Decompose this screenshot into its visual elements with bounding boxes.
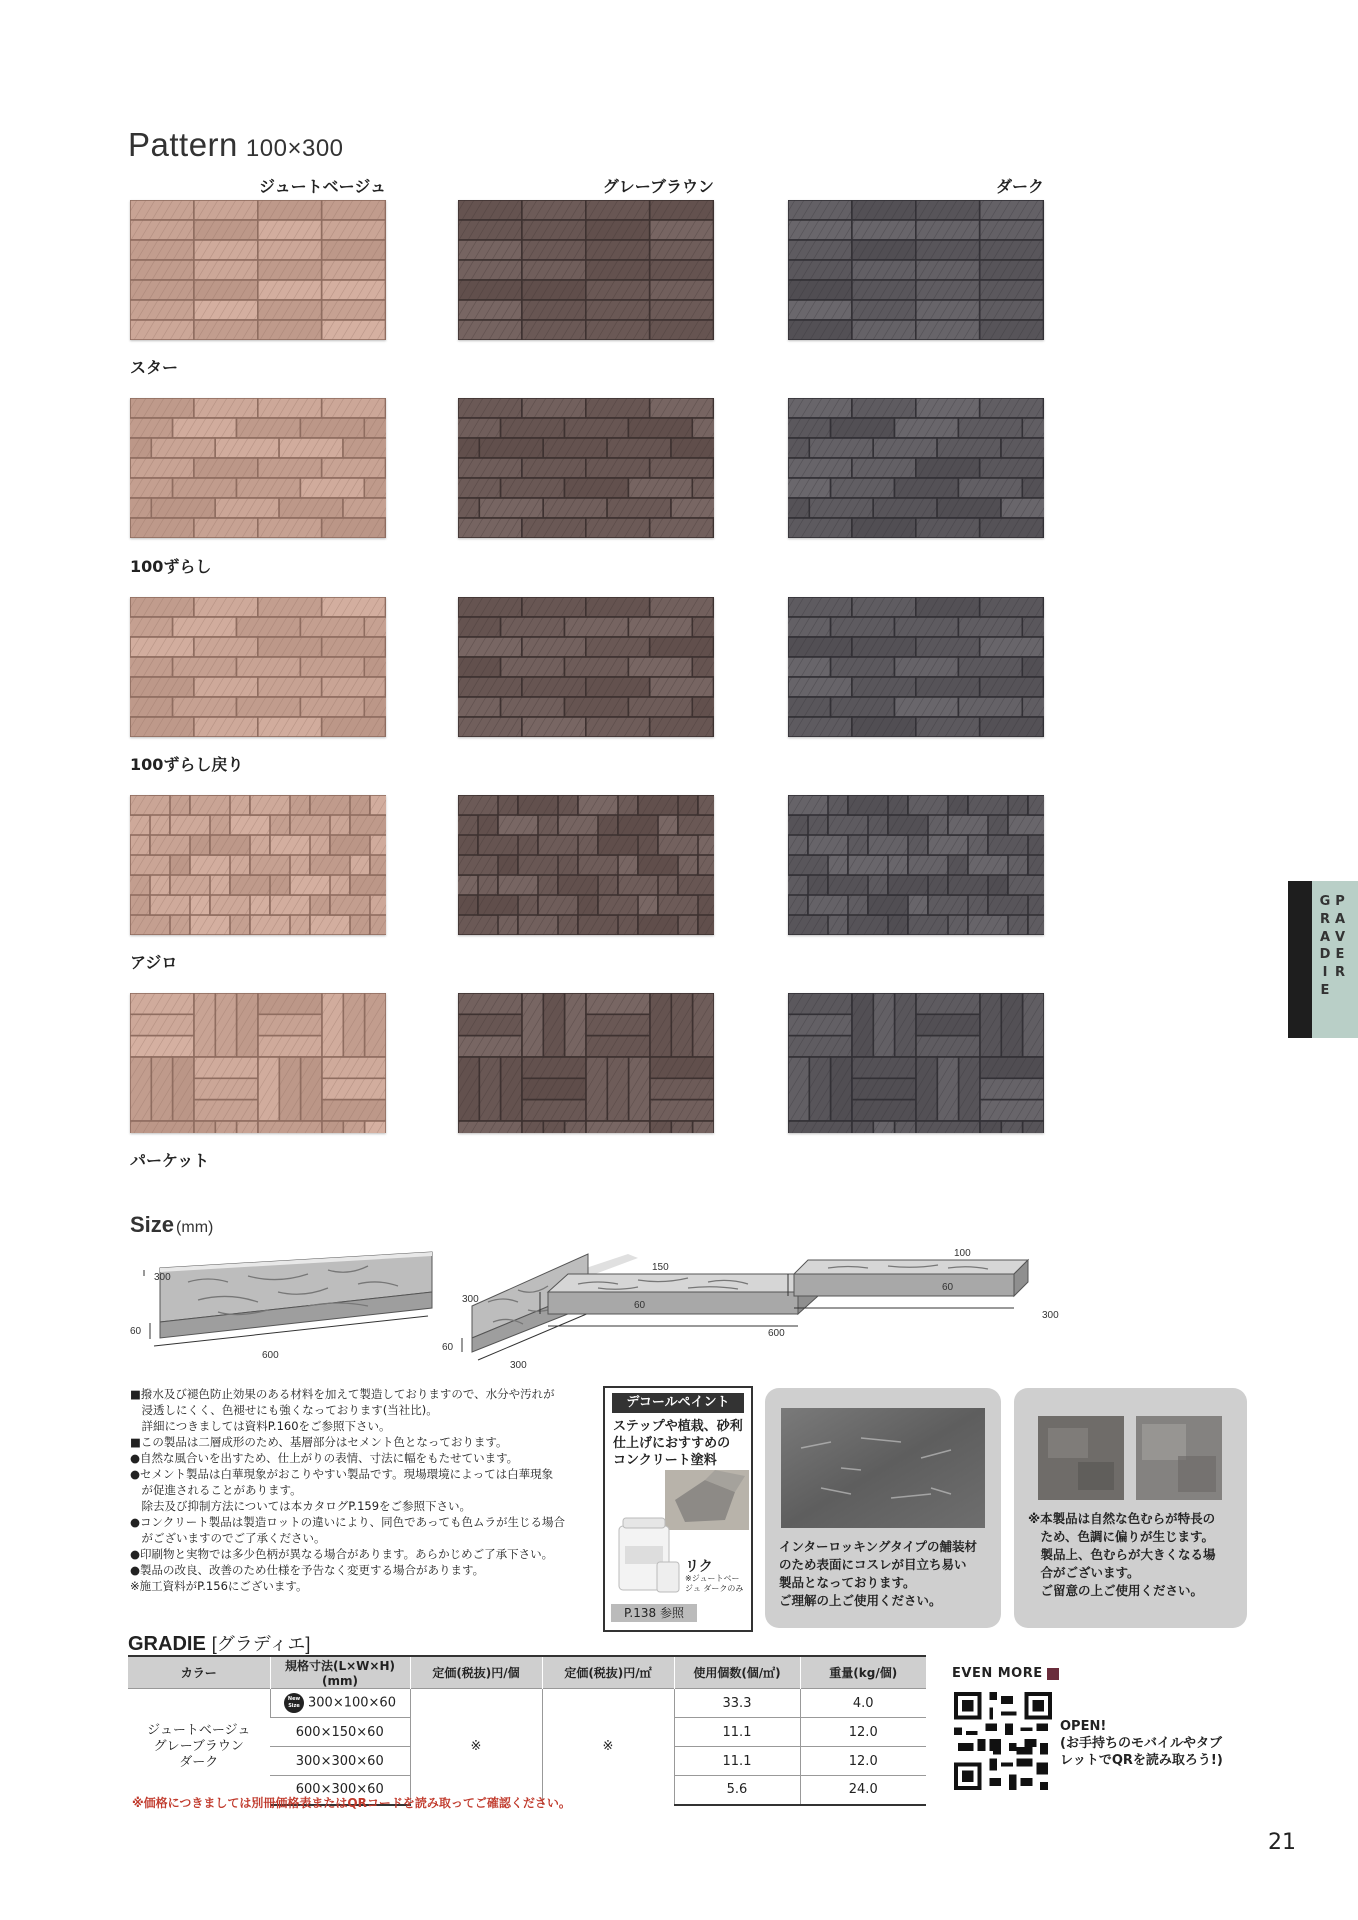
size-label-w3: 600 xyxy=(768,1328,785,1339)
pattern-swatch-stack-2 xyxy=(458,200,714,340)
paint-can-icon xyxy=(613,1516,683,1600)
pattern-swatch-offset-2 xyxy=(458,398,714,538)
pattern-swatch-offset-back-1 xyxy=(130,597,386,737)
note-line: ●セメント製品は白華現象がおこりやすい製品です。現場環境によっては白華現象 xyxy=(130,1467,554,1481)
size-diagrams xyxy=(128,1240,1168,1370)
pattern-swatch-offset-3 xyxy=(788,398,1044,538)
size-label-d1: 300 xyxy=(154,1272,171,1283)
side-index-tab xyxy=(1288,881,1358,1038)
table-header-count: 使用個数(個/㎡) xyxy=(674,1656,800,1689)
pattern-swatch-herringbone-3 xyxy=(788,795,1044,935)
size-title: Size (mm) xyxy=(130,1212,214,1237)
column-label-gray-brown: グレーブラウン xyxy=(602,177,714,196)
pattern-swatch-offset-1 xyxy=(130,398,386,538)
row-label-ajiro: アジロ xyxy=(130,953,178,972)
surface-notice-text: インターロッキングタイプの舗装材 のため表面にコスレが目立ち易い 製品となっております。 ご理解の上ご使用ください。 xyxy=(779,1539,978,1608)
row-label-parquet: パーケット xyxy=(130,1151,210,1170)
new-size-badge: New Size xyxy=(284,1693,304,1713)
product-spec-table xyxy=(128,1655,926,1806)
decor-paint-text: ステップや植栽、砂利 仕上げにおすすめの コンクリート塗料 xyxy=(613,1419,743,1468)
note-line: 浸透しにくく、色褪せにも強くなっております(当社比)。 xyxy=(130,1403,438,1417)
size-label-d4: 100 xyxy=(954,1248,971,1259)
qr-code-icon[interactable] xyxy=(954,1692,1052,1790)
page-title-size: 100×300 xyxy=(245,135,344,162)
pattern-swatch-herringbone-1 xyxy=(130,795,386,935)
note-line: 除去及び抑制方法については本カタログP.159をご参照下さい。 xyxy=(130,1499,472,1513)
table-size-cell: 600×150×60 xyxy=(270,1718,410,1747)
pattern-swatch-parquet-3 xyxy=(788,993,1044,1133)
size-label-d2: 300 xyxy=(462,1294,479,1305)
table-header-weight: 重量(kg/個) xyxy=(800,1656,926,1689)
note-line: がございますのでご了承ください。 xyxy=(130,1531,326,1545)
table-size-cell: 600×300×60 xyxy=(270,1776,410,1805)
table-color-cell: ジュートベージュ グレーブラウン ダーク xyxy=(128,1689,270,1805)
row-label-offset-back: 100ずらし戻り xyxy=(130,755,244,774)
pattern-swatch-parquet-1 xyxy=(130,993,386,1133)
even-more-label: EVEN MORE xyxy=(952,1666,1059,1681)
note-line: ■この製品は二層成形のため、基層部分はセメント色となっております。 xyxy=(130,1435,508,1449)
table-price-piece-cell: ※ xyxy=(410,1689,542,1805)
page-title-main: Pattern xyxy=(128,126,238,163)
decor-paint-title: デコールペイント xyxy=(612,1393,744,1413)
column-label-dark: ダーク xyxy=(995,177,1044,196)
table-header-price-sqm: 定価(税抜)円/㎡ xyxy=(542,1656,674,1689)
even-more-square-icon xyxy=(1047,1668,1059,1680)
color-sample-photo-1 xyxy=(1038,1416,1124,1500)
size-label-h4: 60 xyxy=(942,1282,954,1293)
decor-paint-box xyxy=(603,1386,753,1632)
product-table-title: GRADIE [グラディエ] xyxy=(128,1633,311,1655)
table-size-cell: 300×300×60 xyxy=(270,1747,410,1776)
side-tab-paver: P A V E R xyxy=(1334,894,1346,981)
side-tab-dark xyxy=(1288,881,1312,1038)
table-header-size: 規格寸法(L×W×H)(mm) xyxy=(270,1656,410,1689)
note-line: ■撥水及び褪色防止効果のある材料を加えて製造しておりますので、水分や汚れが xyxy=(130,1387,555,1401)
table-count-cell: 5.6 xyxy=(674,1776,800,1805)
pattern-swatch-stack-1 xyxy=(130,200,386,340)
note-line: ※施工資料がP.156にございます。 xyxy=(130,1579,308,1593)
color-notice-panel xyxy=(1014,1388,1247,1628)
table-count-cell: 33.3 xyxy=(674,1689,800,1718)
table-row xyxy=(128,1689,926,1718)
size-label-h1: 60 xyxy=(130,1326,142,1337)
color-sample-photo-2 xyxy=(1136,1416,1222,1500)
table-weight-cell: 4.0 xyxy=(800,1689,926,1718)
product-notes xyxy=(130,1386,600,1594)
size-block-600x150 xyxy=(540,1274,818,1326)
side-tab-gradie: G R A D I E xyxy=(1319,894,1331,998)
note-line: ●印刷物と実物では多少色柄が異なる場合があります。あらかじめご了承下さい。 xyxy=(130,1547,554,1561)
size-unit: (mm) xyxy=(176,1219,214,1236)
qr-open-text: OPEN! (お手持ちのモバイルやタブ レットでQRを読み取ろう!) xyxy=(1060,1719,1223,1768)
pattern-swatch-offset-back-2 xyxy=(458,597,714,737)
size-label-w4: 300 xyxy=(1042,1310,1059,1321)
table-size-cell: New Size 300×100×60 xyxy=(270,1689,410,1718)
table-count-cell: 11.1 xyxy=(674,1747,800,1776)
note-line: ●コンクリート製品は製造ロットの違いにより、同色であっても色ムラが生じる場合 xyxy=(130,1515,565,1529)
size-label-h2: 60 xyxy=(442,1342,454,1353)
row-label-offset: 100ずらし xyxy=(130,557,212,576)
table-price-sqm-cell: ※ xyxy=(542,1689,674,1805)
table-weight-cell: 12.0 xyxy=(800,1718,926,1747)
table-count-cell: 11.1 xyxy=(674,1718,800,1747)
note-line: ●製品の改良、改善のため仕様を予告なく変更する場合があります。 xyxy=(130,1563,485,1577)
table-header-color: カラー xyxy=(128,1656,270,1689)
page-number: 21 xyxy=(1268,1830,1296,1855)
decor-product-note: ※ジュートベージュ ダークのみ xyxy=(685,1574,744,1593)
pattern-swatch-herringbone-2 xyxy=(458,795,714,935)
product-table-title-kana: [グラディエ] xyxy=(211,1634,311,1654)
row-label-star: スター xyxy=(130,358,179,377)
pattern-swatch-parquet-2 xyxy=(458,993,714,1133)
pattern-swatch-offset-back-3 xyxy=(788,597,1044,737)
price-note: ※価格につきましては別冊価格表またはQRコードを読み取ってご確認ください。 xyxy=(132,1796,571,1810)
note-line: が促進されることがあります。 xyxy=(130,1483,302,1497)
size-block-600x300 xyxy=(136,1252,432,1346)
note-line: ●自然な風合いを出すため、仕上がりの表情、寸法に幅をもたせています。 xyxy=(130,1451,519,1465)
table-weight-cell: 12.0 xyxy=(800,1747,926,1776)
color-notice-text: ※本製品は自然な色むらが特長の ため、色調に偏りが生じます。 製品上、色むらが大きくなる場 合がございます。 ご留意の上ご使用ください。 xyxy=(1028,1511,1216,1598)
table-weight-cell: 24.0 xyxy=(800,1776,926,1805)
size-label-w2: 300 xyxy=(510,1360,527,1370)
column-label-jute-beige: ジュートベージュ xyxy=(258,177,386,196)
surface-photo xyxy=(781,1408,985,1528)
size-label-h3: 60 xyxy=(634,1300,646,1311)
decor-page-ref: P.138 参照 xyxy=(611,1604,697,1622)
size-label-w1: 600 xyxy=(262,1350,279,1361)
size-block-300x100 xyxy=(788,1260,1028,1308)
page-title xyxy=(128,126,344,164)
table-header-row xyxy=(128,1656,926,1689)
table-header-price-piece: 定価(税抜)円/個 xyxy=(410,1656,542,1689)
pattern-swatch-stack-3 xyxy=(788,200,1044,340)
surface-notice-panel xyxy=(765,1388,1001,1628)
size-label-d3: 150 xyxy=(652,1262,669,1273)
note-line: 詳細につきましては資料P.160をご参照下さい。 xyxy=(130,1419,391,1433)
decor-product-name: リク xyxy=(685,1559,713,1575)
